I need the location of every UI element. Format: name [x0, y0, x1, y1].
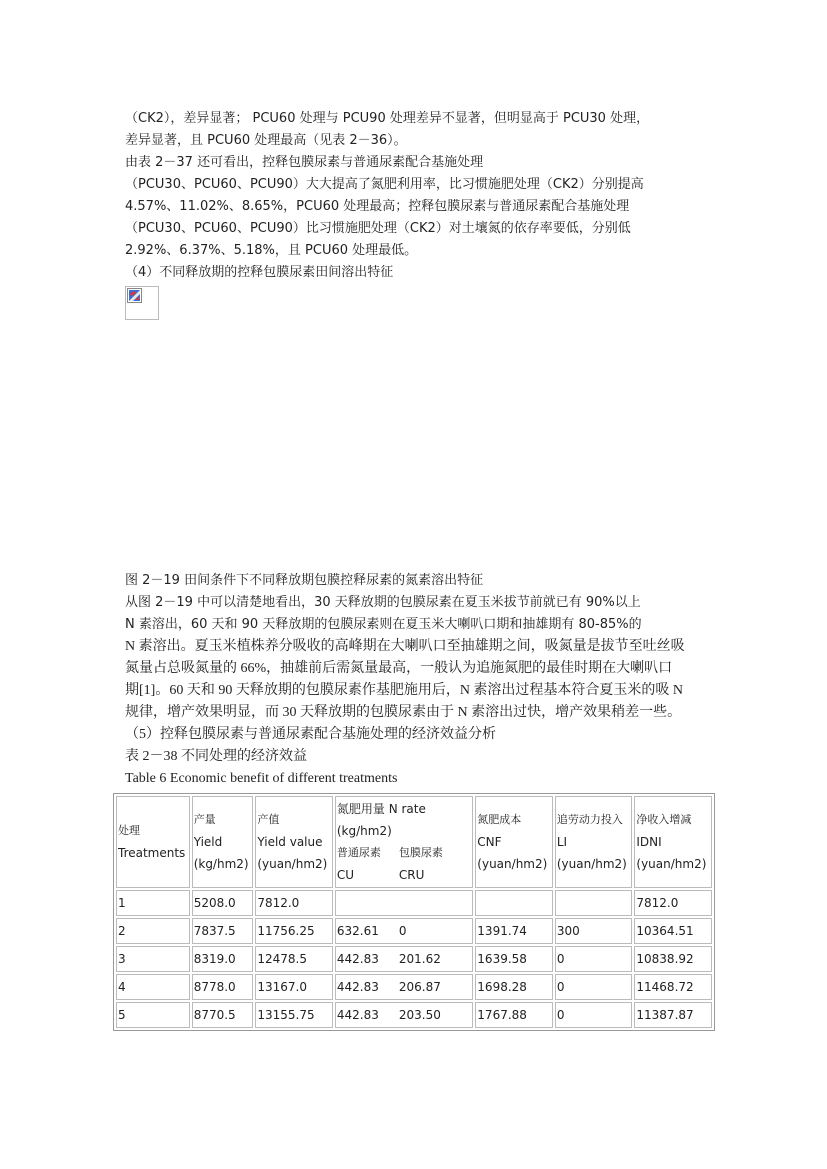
header-text: (kg/hm2) [336, 824, 392, 838]
cell-cnf: 1698.28 [475, 974, 553, 1000]
paragraph-line: 差异显著，且 PCU60 处理最高（见表 2－36）。 [125, 133, 407, 148]
section-heading: （4）不同释放期的控释包膜尿素田间溶出特征 [125, 265, 394, 280]
header-cnf [475, 796, 553, 888]
header-idni [634, 796, 712, 888]
cell-idni: 11468.72 [634, 974, 712, 1000]
cell-cu: 442.83 [336, 952, 379, 966]
cell-n-rate [335, 974, 473, 1000]
header-text: 氮肥成本 [477, 813, 522, 826]
cell-cru: 0 [398, 924, 407, 938]
header-text: IDNI [636, 835, 662, 849]
header-text: CNF [477, 835, 502, 849]
cell-cru: 203.50 [398, 1008, 441, 1022]
cell-li: 0 [555, 974, 633, 1000]
table-title-cn: 表 2－38 不同处理的经济效益 [125, 749, 307, 764]
cell-treatment: 4 [116, 974, 190, 1000]
header-text: Yield [193, 835, 223, 849]
header-text: Treatments [118, 846, 186, 860]
table-row [116, 890, 712, 916]
cell-treatment: 2 [116, 918, 190, 944]
cell-idni: 10364.51 [634, 918, 712, 944]
cell-n-rate [335, 890, 473, 916]
cell-value: 11756.25 [255, 918, 333, 944]
header-text: LI [556, 835, 568, 849]
paragraph-line: （PCU30、PCU60、PCU90）比习惯施肥处理（CK2）对土壤氮的依存率要低，分别低 [125, 221, 631, 236]
header-text: (yuan/hm2) [556, 857, 627, 871]
header-text: 包膜尿素 [398, 846, 443, 859]
cell-cnf: 1639.58 [475, 946, 553, 972]
figure-caption: 图 2－19 田间条件下不同释放期包膜控释尿素的氮素溶出特征 [125, 573, 484, 588]
cell-value: 12478.5 [255, 946, 333, 972]
paragraph-line: （CK2），差异显著； PCU60 处理与 PCU90 处理差异不显著，但明显高于 PCU30 处理， [125, 111, 650, 126]
header-text: 净收入增减 [636, 813, 692, 826]
cell-cru: 206.87 [398, 980, 441, 994]
table-title-en: Table 6 Economic benefit of different treatments [125, 771, 398, 786]
paragraph-line: N 素溶出，60 天和 90 天释放期的包膜尿素则在夏玉米大喇叭口期和抽雄期有 80-85%的 [125, 617, 642, 632]
paragraph-line: 从图 2－19 中可以清楚地看出，30 天释放期的包膜尿素在夏玉米拔节前就已有 90%以上 [125, 595, 641, 610]
cell-cru: 201.62 [398, 952, 441, 966]
header-text: 产量 [193, 813, 216, 826]
paragraph-line: 由表 2－37 还可看出，控释包膜尿素与普通尿素配合基施处理 [125, 155, 484, 170]
table-row [116, 946, 712, 972]
cell-yield: 7837.5 [192, 918, 254, 944]
header-text: (yuan/hm2) [477, 857, 548, 871]
header-text: 普通尿素 [336, 846, 381, 859]
cell-li: 0 [555, 1002, 633, 1028]
cell-cu: 442.83 [336, 980, 379, 994]
document-body [118, 108, 715, 1031]
cell-cnf [475, 890, 553, 916]
header-text: CRU [398, 868, 425, 882]
cell-treatment: 3 [116, 946, 190, 972]
cell-cnf: 1391.74 [475, 918, 553, 944]
header-text: 追劳动力投入 [556, 813, 623, 826]
paragraph-line: 氮量占总吸氮量的 66%，抽雄前后需氮量最高，一般认为追施氮肥的最佳时期在大喇叭口 [125, 661, 673, 676]
economic-benefit-table [113, 793, 715, 1031]
cell-yield: 8778.0 [192, 974, 254, 1000]
cell-cu: 632.61 [336, 924, 379, 938]
cell-idni: 10838.92 [634, 946, 712, 972]
header-text: (yuan/hm2) [636, 857, 707, 871]
header-text: 处理 [118, 824, 140, 837]
cell-li: 300 [555, 918, 633, 944]
cell-li [555, 890, 633, 916]
header-text: Yield value [257, 835, 323, 849]
cell-n-rate [335, 1002, 473, 1028]
table-row [116, 918, 712, 944]
header-text: (yuan/hm2) [257, 857, 328, 871]
cell-idni: 7812.0 [634, 890, 712, 916]
cell-yield: 8770.5 [192, 1002, 254, 1028]
paragraph-line: 4.57%、11.02%、8.65%，PCU60 处理最高；控释包膜尿素与普通尿素配合基施处理 [125, 199, 630, 214]
table-row [116, 1002, 712, 1028]
cell-idni: 11387.87 [634, 1002, 712, 1028]
cell-n-rate [335, 918, 473, 944]
cell-cu: 442.83 [336, 1008, 379, 1022]
header-text: CU [336, 868, 355, 882]
paragraph-line: 2.92%、6.37%、5.18%，且 PCU60 处理最低。 [125, 243, 418, 258]
broken-image-icon [125, 286, 159, 320]
section-heading: （5）控释包膜尿素与普通尿素配合基施处理的经济效益分析 [125, 727, 496, 742]
cell-value: 13155.75 [255, 1002, 333, 1028]
header-n-rate [335, 796, 473, 888]
cell-treatment: 1 [116, 890, 190, 916]
paragraph-line: 期[1]。60 天和 90 天释放期的包膜尿素作基肥施用后，N 素溶出过程基本符合夏玉米的吸 N [125, 683, 684, 698]
header-yield-value [255, 796, 333, 888]
cell-value: 7812.0 [255, 890, 333, 916]
cell-value: 13167.0 [255, 974, 333, 1000]
header-text: 氮肥用量 N rate [336, 802, 426, 816]
header-treatment [116, 796, 190, 888]
paragraph-line: 规律，增产效果明显，而 30 天释放期的包膜尿素由于 N 素溶出过快，增产效果稍差一些。 [125, 705, 682, 720]
cell-yield: 5208.0 [192, 890, 254, 916]
header-yield [192, 796, 254, 888]
header-li [555, 796, 633, 888]
cell-li: 0 [555, 946, 633, 972]
header-text: 产值 [257, 813, 280, 826]
broken-image-glyph [127, 288, 142, 303]
cell-yield: 8319.0 [192, 946, 254, 972]
paragraph-line: N 素溶出。夏玉米植株养分吸收的高峰期在大喇叭口至抽雄期之间，吸氮量是拔节至吐丝吸 [125, 639, 685, 654]
cell-treatment: 5 [116, 1002, 190, 1028]
cell-n-rate [335, 946, 473, 972]
paragraph-line: （PCU30、PCU60、PCU90）大大提高了氮肥利用率，比习惯施肥处理（CK2）分别提高 [125, 177, 644, 192]
cell-cnf: 1767.88 [475, 1002, 553, 1028]
header-text: (kg/hm2) [193, 857, 249, 871]
table-row [116, 974, 712, 1000]
table-header-row [116, 796, 712, 888]
